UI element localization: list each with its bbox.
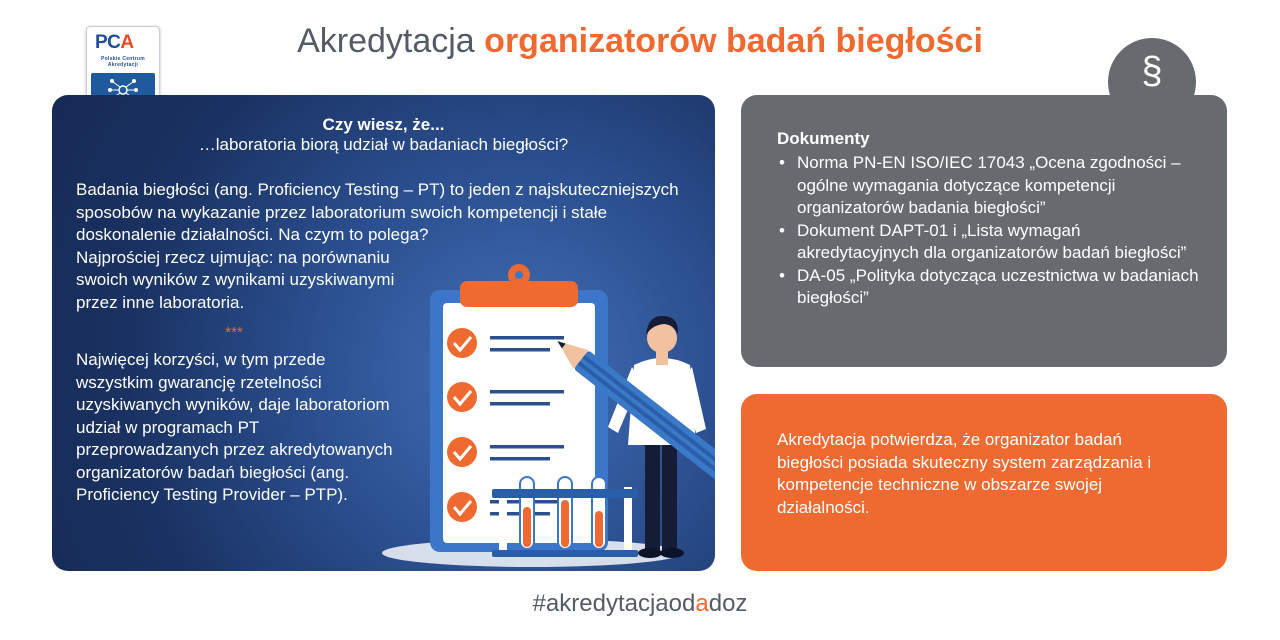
title-highlight: organizatorów badań biegłości <box>484 22 983 60</box>
accreditation-note-text: Akredytacja potwierdza, że organizator badań biegłości posiada skuteczny system zarządzania i kompetencje techniczne w obszarze swojej działalności. <box>777 430 1152 517</box>
info-panel <box>52 95 715 571</box>
hashtag: #akredytacjaodadoz <box>532 590 748 617</box>
logo-abbreviation: PCA <box>95 32 134 53</box>
paragraph-sign-badge <box>1108 38 1196 126</box>
page-title <box>0 22 1280 61</box>
paragraph-sign-icon: § <box>1141 50 1163 92</box>
paragraph-intro-part2: Najprościej rzecz ujmując: na porównaniu swoich wyników z wynikami uzyskiwanymi przez inne laboratoria. <box>76 247 395 312</box>
logo-organization-name: Polskie Centrum Akredytacji <box>101 56 145 68</box>
did-you-know-subheading: …laboratoria biorą udział w badaniach biegłości? <box>198 135 569 154</box>
documents-title: Dokumenty <box>777 129 870 148</box>
paragraph-intro <box>76 179 696 314</box>
accreditation-note <box>741 394 1227 571</box>
document-item: • DA-05 „Polityka dotycząca uczestnictwa w badaniach biegłości” <box>777 265 1207 310</box>
paragraph-benefits: Najwięcej korzyści, w tym przede wszystkim gwarancję rzetelności uzyskiwanych wyników, daje laboratoriom udział w programach PT przeprowadzanych przez akredytowanych organizatorów badań biegłości (ang. Proficiency Testing Provider – PTP). <box>76 350 393 504</box>
separator: *** <box>225 324 243 341</box>
document-item: • Norma PN-EN ISO/IEC 17043 „Ocena zgodności – ogólne wymagania dotyczące kompetencji organizatorów badania biegłości” <box>777 152 1207 220</box>
documents-panel <box>741 95 1227 367</box>
paragraph-intro-part1: Badania biegłości (ang. Proficiency Testing – PT) to jeden z najskuteczniejszych sposobów na wykazanie przez laboratorium swoich kompetencji i stałe doskonalenie działalności. Na czym to polega? <box>76 180 679 244</box>
did-you-know-heading: Czy wiesz, że... <box>322 115 445 134</box>
document-item: • Dokument DAPT-01 i „Lista wymagań akredytacyjnych dla organizatorów badań biegłości” <box>777 220 1207 265</box>
title-prefix: Akredytacja <box>297 22 485 60</box>
documents-list <box>777 152 1207 310</box>
